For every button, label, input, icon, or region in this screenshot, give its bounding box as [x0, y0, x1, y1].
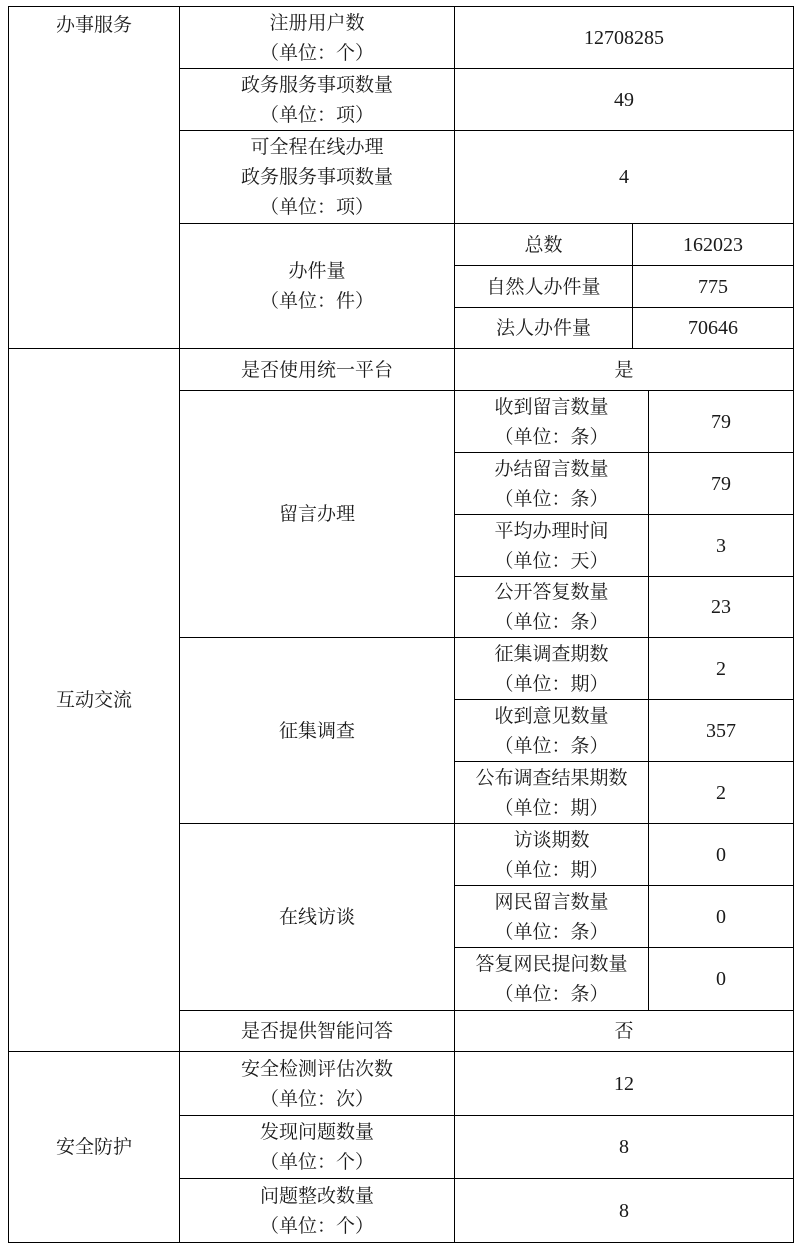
smart-qa-label: 是否提供智能问答: [179, 1010, 455, 1052]
survey-periods-label: 征集调查期数 （单位：期）: [454, 637, 649, 700]
handled-legal-label: 法人办件量: [454, 307, 633, 349]
survey-periods-value: 2: [648, 637, 794, 700]
category-label: 互动交流: [55, 689, 132, 711]
security-checks-label: 安全检测评估次数 （单位：次）: [179, 1051, 455, 1116]
security-fixed-value: 8: [454, 1178, 794, 1243]
interview-group: 在线访谈: [179, 823, 455, 1011]
messages-avg-time-label: 平均办理时间 （单位：天）: [454, 514, 649, 577]
category-interaction: [8, 348, 180, 1052]
registered-users-label: 注册用户数 （单位：个）: [179, 6, 455, 69]
smart-qa-value: 否: [454, 1010, 794, 1052]
service-items-label: 政务服务事项数量 （单位：项）: [179, 68, 455, 131]
interview-netizen-messages-label: 网民留言数量 （单位：条）: [454, 885, 649, 948]
unified-platform-value: 是: [454, 348, 794, 391]
interview-periods-value: 0: [648, 823, 794, 886]
messages-received-value: 79: [648, 390, 794, 453]
messages-concluded-value: 79: [648, 452, 794, 515]
interview-periods-label: 访谈期数 （单位：期）: [454, 823, 649, 886]
messages-public-replies-label: 公开答复数量 （单位：条）: [454, 576, 649, 638]
messages-received-label: 收到留言数量 （单位：条）: [454, 390, 649, 453]
messages-avg-time-value: 3: [648, 514, 794, 577]
category-label: 办事服务: [55, 14, 132, 36]
survey-results-value: 2: [648, 761, 794, 824]
handled-natural-value: 775: [632, 265, 794, 308]
survey-group: 征集调查: [179, 637, 455, 824]
online-items-label: 可全程在线办理 政务服务事项数量 （单位：项）: [179, 130, 455, 224]
category-security: [8, 1051, 180, 1243]
security-problems-label: 发现问题数量 （单位：个）: [179, 1115, 455, 1179]
interview-replies-value: 0: [648, 947, 794, 1011]
handled-total-label: 总数: [454, 223, 633, 266]
survey-opinions-value: 357: [648, 699, 794, 762]
security-problems-value: 8: [454, 1115, 794, 1179]
category-service: [8, 6, 180, 349]
handled-label: 办件量 （单位：件）: [179, 223, 455, 349]
handled-natural-label: 自然人办件量: [454, 265, 633, 308]
interview-replies-label: 答复网民提问数量 （单位：条）: [454, 947, 649, 1011]
survey-opinions-label: 收到意见数量 （单位：条）: [454, 699, 649, 762]
security-checks-value: 12: [454, 1051, 794, 1116]
handled-legal-value: 70646: [632, 307, 794, 349]
security-fixed-label: 问题整改数量 （单位：个）: [179, 1178, 455, 1243]
messages-group: 留言办理: [179, 390, 455, 638]
unified-platform-label: 是否使用统一平台: [179, 348, 455, 391]
category-label: 安全防护: [55, 1136, 132, 1158]
messages-concluded-label: 办结留言数量 （单位：条）: [454, 452, 649, 515]
interview-netizen-messages-value: 0: [648, 885, 794, 948]
online-items-value: 4: [454, 130, 794, 224]
messages-public-replies-value: 23: [648, 576, 794, 638]
registered-users-value: 12708285: [454, 6, 794, 69]
survey-results-label: 公布调查结果期数 （单位：期）: [454, 761, 649, 824]
handled-total-value: 162023: [632, 223, 794, 266]
service-items-value: 49: [454, 68, 794, 131]
